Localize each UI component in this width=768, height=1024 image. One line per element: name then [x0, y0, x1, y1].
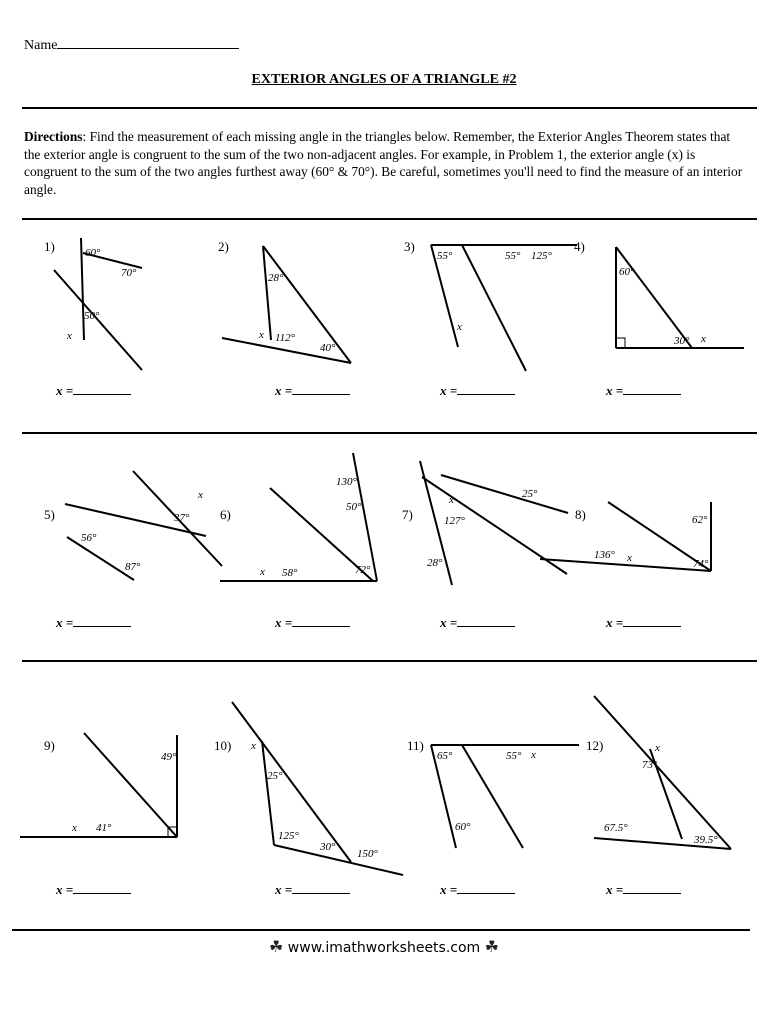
angle-label: 73° [642, 759, 658, 771]
problem-number: 6) [220, 507, 231, 522]
figure-6 [220, 453, 377, 581]
angle-label: 150° [357, 848, 378, 860]
problem-number: 3) [404, 239, 415, 254]
angle-label: 112° [275, 332, 296, 344]
answer-field[interactable]: x = [606, 882, 681, 898]
angle-label: x [627, 552, 632, 564]
angle-label: 40° [320, 342, 336, 354]
angle-label: x [457, 321, 462, 333]
answer-field[interactable]: x = [56, 882, 131, 898]
angle-label: 74° [693, 558, 709, 570]
angle-label: 30° [674, 335, 690, 347]
clover-icon: ☘ [484, 937, 499, 956]
clover-icon: ☘ [269, 937, 284, 956]
answer-field[interactable]: x = [275, 383, 350, 399]
angle-label: x [67, 330, 72, 342]
name-label: Name [24, 38, 58, 53]
angle-label: 50° [346, 501, 362, 513]
figure-3 [431, 245, 577, 371]
angle-label: x [531, 749, 536, 761]
problem-number: 4) [574, 239, 585, 254]
angle-label: x [701, 333, 706, 345]
answer-field[interactable]: x = [56, 383, 131, 399]
figure-4 [616, 247, 744, 348]
angle-label: 87° [125, 561, 141, 573]
angle-label: x [260, 566, 265, 578]
angle-label: 125° [278, 830, 299, 842]
angle-label: 58° [282, 567, 298, 579]
angle-label: 127° [444, 515, 465, 527]
angle-label: 30° [320, 841, 336, 853]
answer-field[interactable]: x = [440, 383, 515, 399]
page-title: EXTERIOR ANGLES OF A TRIANGLE #2 [251, 72, 517, 87]
problem-number: 8) [575, 507, 586, 522]
angle-label: 125° [531, 250, 552, 262]
problem-number: 7) [402, 507, 413, 522]
angle-label: 25° [522, 488, 538, 500]
angle-label: 41° [96, 822, 112, 834]
answer-field[interactable]: x = [275, 615, 350, 631]
angle-label: 28° [427, 557, 443, 569]
footer [0, 937, 768, 956]
answer-field[interactable]: x = [440, 882, 515, 898]
problem-number: 11) [407, 738, 424, 753]
angle-label: 72° [355, 564, 371, 576]
problem-number: 12) [586, 738, 604, 753]
problem-number: 5) [44, 507, 55, 522]
angle-label: 67.5° [604, 822, 628, 834]
angle-label: 56° [81, 532, 97, 544]
angle-label: x [259, 329, 264, 341]
problem-number: 9) [44, 738, 55, 753]
answer-field[interactable]: x = [440, 615, 515, 631]
angle-label: 28° [268, 272, 284, 284]
angle-label: 60° [85, 247, 101, 259]
answer-field[interactable]: x = [56, 615, 131, 631]
problem-number: 2) [218, 239, 229, 254]
angle-label: x [449, 494, 454, 506]
angle-label: x [655, 742, 660, 754]
angle-label: 65° [437, 750, 453, 762]
angle-label: 62° [692, 514, 708, 526]
angle-label: 60° [455, 821, 471, 833]
angle-label: 25° [267, 770, 283, 782]
angle-label: 130° [336, 476, 357, 488]
directions-text: : Find the measurement of each missing angle in the triangles below. Remember, the Exterior Angles Theorem states that the exterior angle is congruent to the sum of the two non-adjacent angles. For example, in Problem 1, the exterior angle (x) is congruent to the sum of the two angles furthest away (60° & 70°). Be careful, sometimes you'll need to find the measure of an interior angle. [24, 129, 743, 197]
angle-label: 55° [506, 750, 522, 762]
angle-label: x [198, 489, 203, 501]
figure-5 [65, 471, 222, 580]
problem-number: 10) [214, 738, 232, 753]
angle-label: 60° [619, 266, 635, 278]
angle-label: 49° [161, 751, 177, 763]
angle-label: 70° [121, 267, 137, 279]
answer-field[interactable]: x = [275, 882, 350, 898]
angle-label: x [251, 740, 256, 752]
angle-label: 50° [84, 310, 100, 322]
problem-number: 1) [44, 239, 55, 254]
website-link[interactable]: www.imathworksheets.com [287, 940, 481, 956]
angle-label: 37° [174, 512, 190, 524]
angle-label: x [72, 822, 77, 834]
figure-11 [431, 745, 579, 848]
answer-field[interactable]: x = [606, 615, 681, 631]
angle-label: 136° [594, 549, 615, 561]
directions-label: Directions [24, 129, 83, 144]
angle-label: 55° [505, 250, 521, 262]
answer-field[interactable]: x = [606, 383, 681, 399]
angle-label: 39.5° [694, 834, 718, 846]
angle-label: 55° [437, 250, 453, 262]
